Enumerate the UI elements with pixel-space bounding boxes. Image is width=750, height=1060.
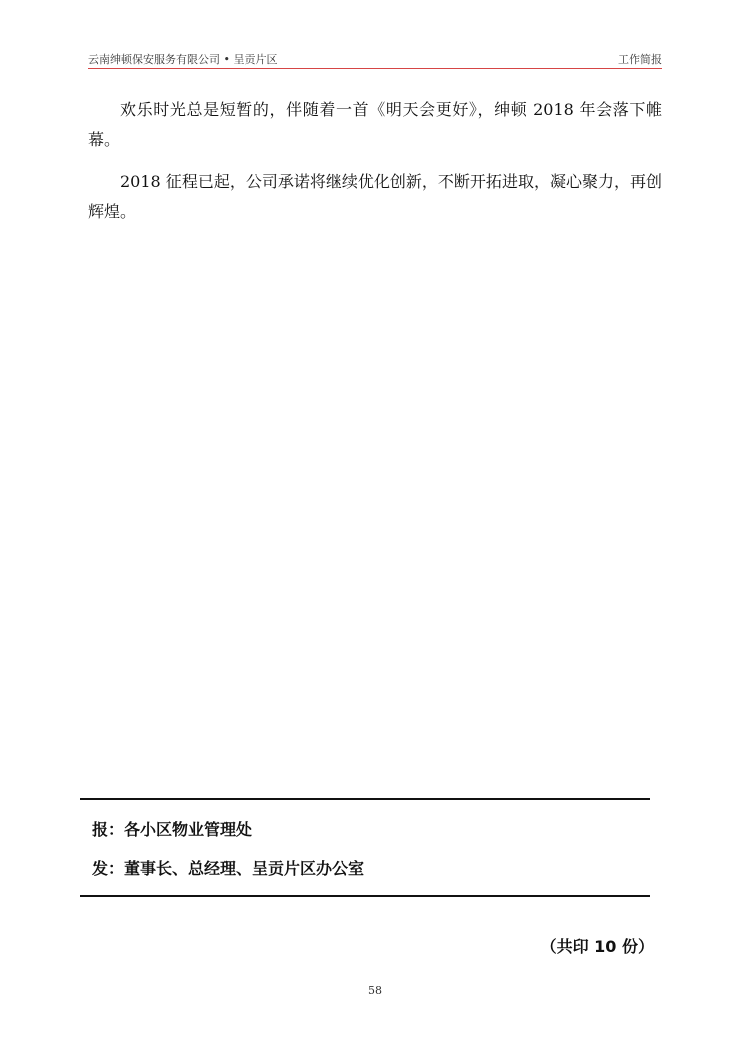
body-paragraph: 2018 征程已起，公司承诺将继续优化创新，不断开拓进取，凝心聚力，再创辉煌。: [88, 172, 662, 221]
distribution-top-rule: [80, 798, 650, 800]
body-text: [88, 95, 662, 239]
send-to-line: 发：董事长、总经理、呈贡片区办公室: [92, 859, 365, 878]
body-paragraph: 欢乐时光总是短暂的，伴随着一首《明天会更好》，绅顿 2018 年会落下帷幕。: [88, 100, 662, 149]
distribution-bottom-rule: [80, 895, 650, 897]
header-divider: [88, 68, 662, 69]
copies-count: （共印 10 份）: [540, 937, 654, 956]
report-to-line: 报：各小区物业管理处: [92, 820, 253, 839]
header-company-name: 云南绅顿保安服务有限公司 • 呈贡片区: [88, 53, 278, 66]
page-header: [88, 52, 662, 68]
page-number: 58: [368, 984, 382, 997]
header-document-type: 工作简报: [618, 53, 662, 66]
